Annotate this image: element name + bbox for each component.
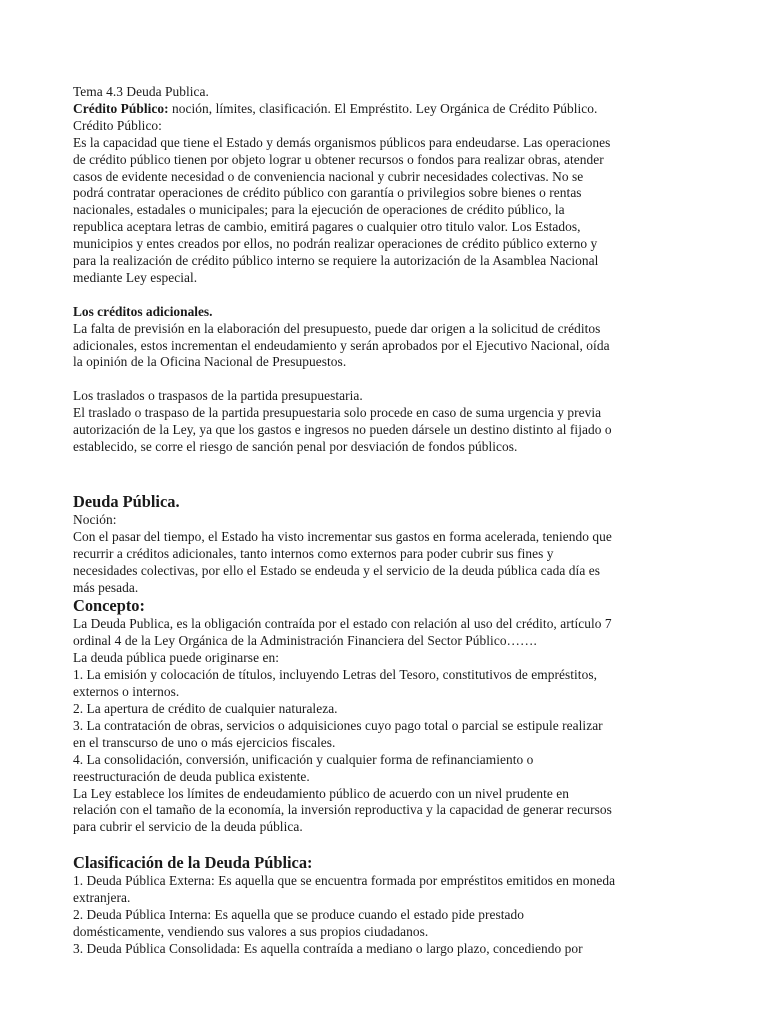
nocion-label: Noción: [73,511,117,527]
document-page [73,84,703,958]
text-line: mediante Ley especial. [73,269,198,285]
traslados-body [73,405,703,456]
text-line: podrá contratar operaciones de crédito público con garantía o privilegios sobre bienes o rentas [73,185,582,201]
list-item: 1. Deuda Pública Externa: Es aquella que se encuentra formada por empréstitos emitidos en moneda [73,873,616,889]
creditos-adicionales-heading: Los créditos adicionales. [73,303,213,319]
text-line: establecido, se corre el riesgo de sanción penal por desviación de fondos públicos. [73,439,518,454]
text-line: republica aceptara letras de cambio, emitirá pagares o cualquier otro titulo valor. Los Estados, [73,219,581,235]
text-line: adicionales, estos incrementan el endeudamiento y serán aprobados por el Ejecutivo Nacional, oída [73,337,610,353]
creditos-adicionales-body [73,321,703,372]
concepto-heading: Concepto: [73,596,145,616]
spacer [73,287,703,304]
list-item: 2. Deuda Pública Interna: Es aquella que se produce cuando el estado pide prestado [73,906,525,922]
text-line: municipios y entes creados por ellos, no podrán realizar operaciones de crédito público externo y [73,236,598,252]
text-line: La deuda pública puede originarse en: [73,650,279,666]
spacer [73,456,703,480]
credito-label: Crédito Público: [73,117,162,133]
credito-heading-line [73,101,703,118]
list-item-continued: en el transcurso de uno o más ejercicios fiscales. [73,734,336,750]
text-line: de crédito público tienen por objeto lograr u obtener recursos o fondos para realizar obras, atender [73,151,604,167]
text-line: más pesada. [73,579,139,595]
text-line: nacionales, estadales o municipales; para la ejecución de operaciones de crédito público, la [73,202,565,218]
text-line: ordinal 4 de la Ley Orgánica de la Administración Financiera del Sector Público……. [73,633,537,649]
spacer [73,480,703,492]
clasificacion-body [73,873,703,958]
list-item: 4. La consolidación, conversión, unificación y cualquier forma de refinanciamiento o [73,751,534,767]
text-line: necesidades colectivas, por ello el Estado se endeuda y el servicio de la deuda pública cada día es [73,562,600,578]
text-line: para cubrir el servicio de la deuda pública. [73,819,303,835]
spacer [73,371,703,388]
list-item-continued: extranjera. [73,890,131,906]
text-line: La Deuda Publica, es la obligación contraída por el estado con relación al uso del crédito, artículo 7 [73,616,612,632]
nocion-body [73,529,703,597]
spacer [73,836,703,853]
text-line: La falta de previsión en la elaboración del presupuesto, puede dar origen a la solicitud de créditos [73,320,601,336]
text-line: El traslado o traspaso de la partida presupuestaria solo procede en caso de suma urgencia y previa [73,405,602,421]
text-line: la opinión de la Oficina Nacional de Presupuestos. [73,354,347,370]
topic-title: Tema 4.3 Deuda Publica. [73,84,209,99]
list-item: 3. Deuda Pública Consolidada: Es aquella contraída a mediano o largo plazo, concediendo por [73,940,583,956]
deuda-publica-heading: Deuda Pública. [73,491,180,511]
credito-topics: noción, límites, clasificación. El Empréstito. Ley Orgánica de Crédito Público. [168,100,598,116]
text-line: casos de evidente necesidad o de conveniencia nacional y cubrir necesidades colectivas. No se [73,168,584,184]
list-item-continued: domésticamente, vendiendo sus valores a sus propios ciudadanos. [73,923,429,939]
list-item-continued: reestructuración de deuda publica existente. [73,768,310,784]
traslados-heading: Los traslados o traspasos de la partida presupuestaria. [73,388,363,404]
text-line: recurrir a créditos adicionales, tanto internos como externos para poder cubrir sus fines y [73,545,554,561]
list-item: 3. La contratación de obras, servicios o adquisiciones cuyo pago total o parcial se estipule realizar [73,717,603,733]
text-line: autorización de la Ley, ya que los gastos e ingresos no pueden dársele un destino distinto al fijado o [73,422,612,438]
clasificacion-heading: Clasificación de la Deuda Pública: [73,853,313,873]
list-item: 1. La emisión y colocación de títulos, incluyendo Letras del Tesoro, constitutivos de empréstitos, [73,667,597,683]
text-line: para la realización de crédito público interno se requiere la autorización de la Asamblea Nacional [73,253,599,269]
credito-body [73,135,703,287]
text-line: relación con el tamaño de la economía, la inversión reproductiva y la capacidad de generar recursos [73,802,612,818]
concepto-body [73,616,703,836]
list-item-continued: externos o internos. [73,684,180,700]
text-line: La Ley establece los límites de endeudamiento público de acuerdo con un nivel prudente en [73,785,570,801]
list-item: 2. La apertura de crédito de cualquier naturaleza. [73,700,338,716]
credito-bold-label: Crédito Público: [73,100,169,116]
text-line: Con el pasar del tiempo, el Estado ha visto incrementar sus gastos en forma acelerada, teniendo que [73,528,612,544]
text-line: Es la capacidad que tiene el Estado y demás organismos públicos para endeudarse. Las operaciones [73,134,611,150]
